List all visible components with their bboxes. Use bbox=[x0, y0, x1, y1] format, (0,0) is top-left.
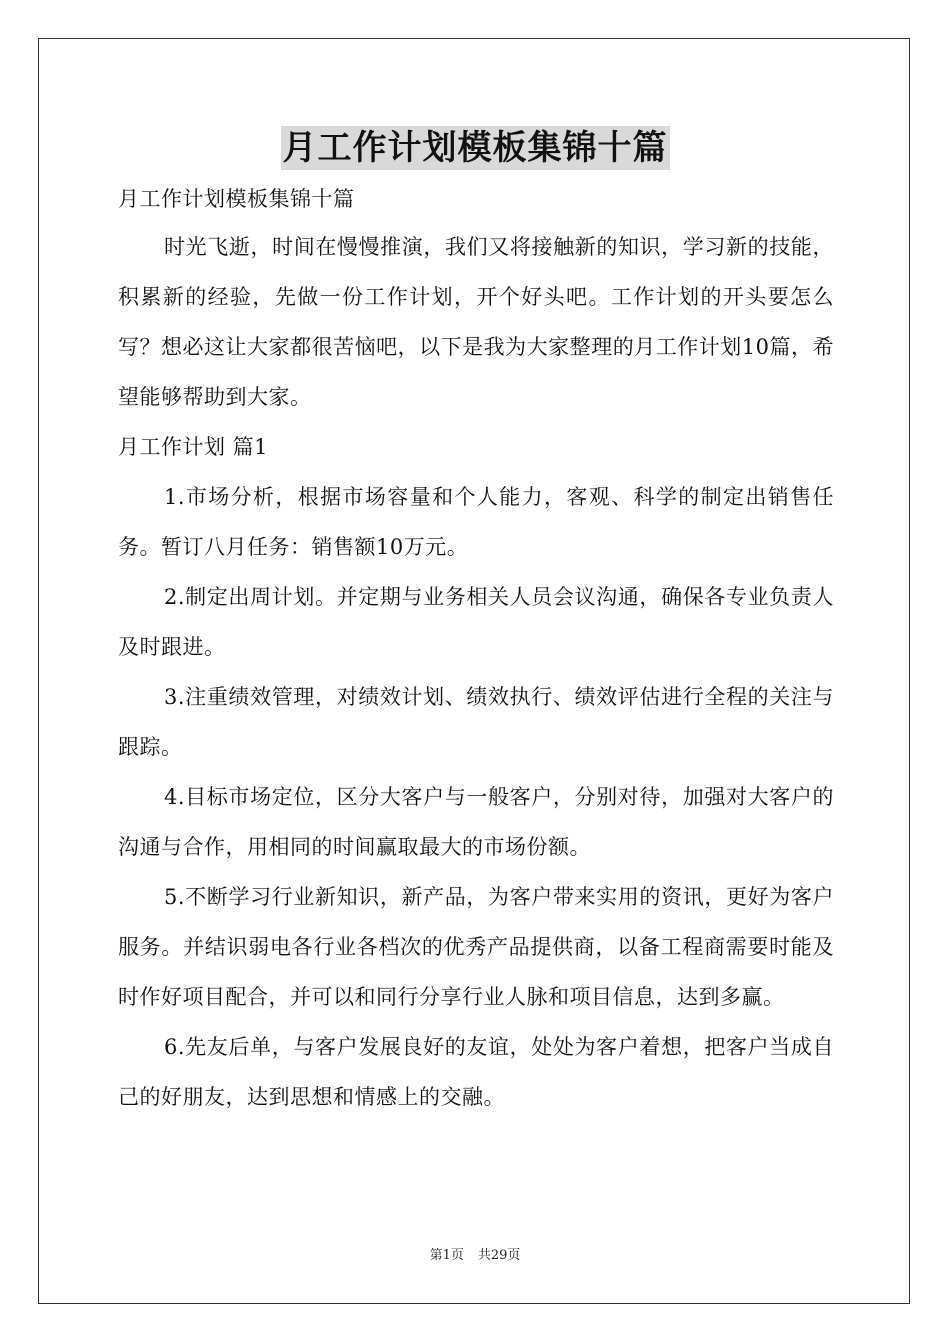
document-body bbox=[118, 176, 834, 1122]
intro-paragraph: 时光飞逝，时间在慢慢推演，我们又将接触新的知识，学习新的技能，积累新的经验，先做一份工作计划，开个好头吧。工作计划的开头要怎么写？想必这让大家都很苦恼吧，以下是我为大家整理的月工作计划10篇，希望能够帮助到大家。 bbox=[118, 235, 834, 409]
plan-item-3: 3.注重绩效管理，对绩效计划、绩效执行、绩效评估进行全程的关注与跟踪。 bbox=[118, 685, 834, 759]
page-number: 第1页 bbox=[429, 1248, 464, 1263]
document-subtitle: 月工作计划模板集锦十篇 bbox=[118, 187, 355, 211]
plan-item-6: 6.先友后单，与客户发展良好的友谊，处处为客户着想，把客户当成自己的好朋友，达到思想和情感上的交融。 bbox=[118, 1035, 834, 1109]
section-heading: 月工作计划 篇1 bbox=[118, 435, 269, 459]
plan-item-5: 5.不断学习行业新知识，新产品，为客户带来实用的资讯，更好为客户服务。并结识弱电各行业各档次的优秀产品提供商，以备工程商需要时能及时作好项目配合，并可以和同行分享行业人脉和项目信息，达到多赢。 bbox=[118, 885, 834, 1009]
plan-item-1: 1.市场分析，根据市场容量和个人能力，客观、科学的制定出销售任务。暂订八月任务：销售额10万元。 bbox=[118, 485, 834, 559]
plan-item-4: 4.目标市场定位，区分大客户与一般客户，分别对待，加强对大客户的沟通与合作，用相同的时间赢取最大的市场份额。 bbox=[118, 785, 834, 859]
page-total: 共29页 bbox=[477, 1248, 521, 1263]
plan-item-2: 2.制定出周计划。并定期与业务相关人员会议沟通，确保各专业负责人及时跟进。 bbox=[118, 585, 834, 659]
title-container bbox=[0, 126, 950, 170]
page-footer bbox=[0, 1246, 950, 1266]
document-title: 月工作计划模板集锦十篇 bbox=[282, 128, 668, 168]
